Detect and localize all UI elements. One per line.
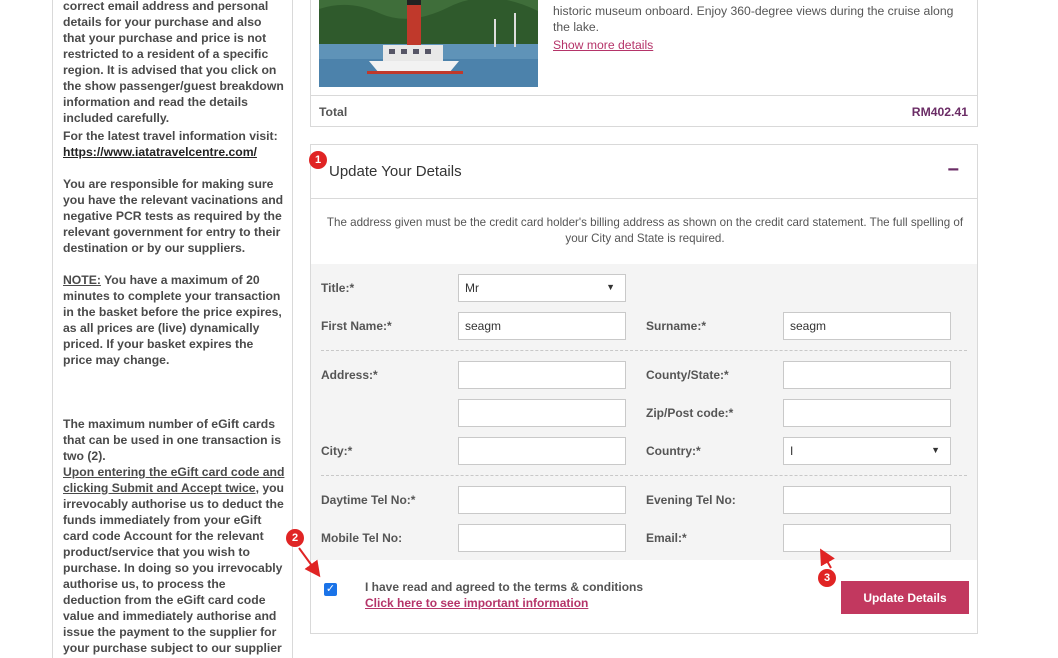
terms-checkbox[interactable]: ✓ bbox=[325, 583, 336, 595]
surname-label: Surname:* bbox=[646, 319, 707, 333]
country-label: Country:* bbox=[646, 444, 701, 458]
billing-address-notice: The address given must be the credit card holder's billing address as shown on the credit card statement. The full spelling of your City and State is required. bbox=[326, 216, 964, 245]
total-row bbox=[311, 95, 977, 127]
country-select[interactable] bbox=[783, 437, 951, 465]
travel-info-prefix: For the latest travel information visit: bbox=[63, 129, 278, 143]
note-text: You have a maximum of 20 minutes to complete your transaction in the basket before the price expires, as all prices are (live) dynamically priced. If your basket expires the price may change. bbox=[63, 273, 282, 367]
product-description bbox=[553, 3, 963, 53]
county-state-label: County/State:* bbox=[646, 368, 729, 382]
update-details-title: Update Your Details bbox=[329, 163, 462, 180]
form-divider bbox=[321, 350, 967, 351]
form-divider bbox=[321, 475, 967, 476]
email-input[interactable] bbox=[783, 524, 951, 552]
details-form bbox=[311, 264, 977, 560]
annotation-badge-1: 1 bbox=[309, 151, 327, 169]
product-summary bbox=[310, 0, 978, 127]
address-line1-input[interactable] bbox=[458, 361, 626, 389]
first-name-input[interactable] bbox=[458, 312, 626, 340]
note-label: NOTE: bbox=[63, 273, 101, 287]
address-label: Address:* bbox=[321, 368, 378, 382]
info-paragraph-travel bbox=[63, 128, 285, 160]
product-description-text: historic museum onboard. Enjoy 360-degree views during the cruise along the lake. bbox=[553, 4, 954, 34]
surname-input[interactable] bbox=[783, 312, 951, 340]
address-line2-input[interactable] bbox=[458, 399, 626, 427]
annotation-badge-3: 3 bbox=[818, 569, 836, 587]
info-paragraph-details: correct email address and personal details for your purchase and also that your purchase and price is not restricted to a resident of a specific region. It is advised that you click on the show passenger/guest breakdown information and read the details included carefully. bbox=[63, 0, 284, 125]
title-label: Title:* bbox=[321, 281, 355, 295]
total-value: RM402.41 bbox=[911, 105, 968, 119]
info-paragraph-vaccinations: You are responsible for making sure you have the relevant vacinations and negative PCR tests as required by the relevant government for entry to their destination or by our suppliers. bbox=[63, 177, 284, 255]
dropdown-arrow-icon: ▼ bbox=[931, 445, 940, 455]
collapse-minus-icon[interactable]: − bbox=[947, 159, 959, 181]
important-information-link[interactable]: Click here to see important information bbox=[365, 596, 589, 610]
egift-underline-text: Upon entering the eGift card code and clicking Submit and Accept twice bbox=[63, 465, 285, 495]
show-more-details-link[interactable]: Show more details bbox=[553, 38, 654, 52]
total-label: Total bbox=[319, 105, 348, 119]
title-select[interactable] bbox=[458, 274, 626, 302]
country-select-value: I bbox=[790, 444, 794, 458]
county-state-input[interactable] bbox=[783, 361, 951, 389]
evening-tel-input[interactable] bbox=[783, 486, 951, 514]
daytime-tel-input[interactable] bbox=[458, 486, 626, 514]
dropdown-arrow-icon: ▼ bbox=[606, 282, 615, 292]
update-details-panel bbox=[310, 144, 978, 634]
update-details-button[interactable]: Update Details bbox=[841, 581, 969, 614]
info-paragraph-egift-authorise bbox=[63, 464, 285, 656]
city-input[interactable] bbox=[458, 437, 626, 465]
first-name-label: First Name:* bbox=[321, 319, 392, 333]
evening-tel-label: Evening Tel No: bbox=[646, 493, 736, 507]
update-details-header[interactable] bbox=[311, 145, 977, 199]
product-image bbox=[319, 0, 538, 87]
iata-link[interactable]: https://www.iatatravelcentre.com/ bbox=[63, 145, 257, 159]
terms-agree-text: I have read and agreed to the terms & conditions bbox=[365, 580, 644, 594]
email-label: Email:* bbox=[646, 531, 687, 545]
title-select-value: Mr bbox=[465, 281, 479, 295]
annotation-badge-2: 2 bbox=[286, 529, 304, 547]
egift-rest-text: , you irrevocably authorise us to deduct the funds immediately from your eGift card code Account for the relevant product/service that you wish to purchase. In doing so you irrevocably authorise us, to process the deduction from the eGift card code value and immediately authorise and issue the payment to the supplier for your purchase subject to our supplier bbox=[63, 481, 285, 655]
city-label: City:* bbox=[321, 444, 353, 458]
info-column bbox=[52, 0, 293, 658]
zip-post-code-input[interactable] bbox=[783, 399, 951, 427]
info-paragraph-egift-limit: The maximum number of eGift cards that can be used in one transaction is two (2). bbox=[63, 417, 282, 463]
mobile-tel-label: Mobile Tel No: bbox=[321, 531, 403, 545]
terms-agreement-row bbox=[311, 565, 977, 625]
mobile-tel-input[interactable] bbox=[458, 524, 626, 552]
daytime-tel-label: Daytime Tel No:* bbox=[321, 493, 416, 507]
info-paragraph-note bbox=[63, 272, 285, 368]
zip-post-code-label: Zip/Post code:* bbox=[646, 406, 734, 420]
